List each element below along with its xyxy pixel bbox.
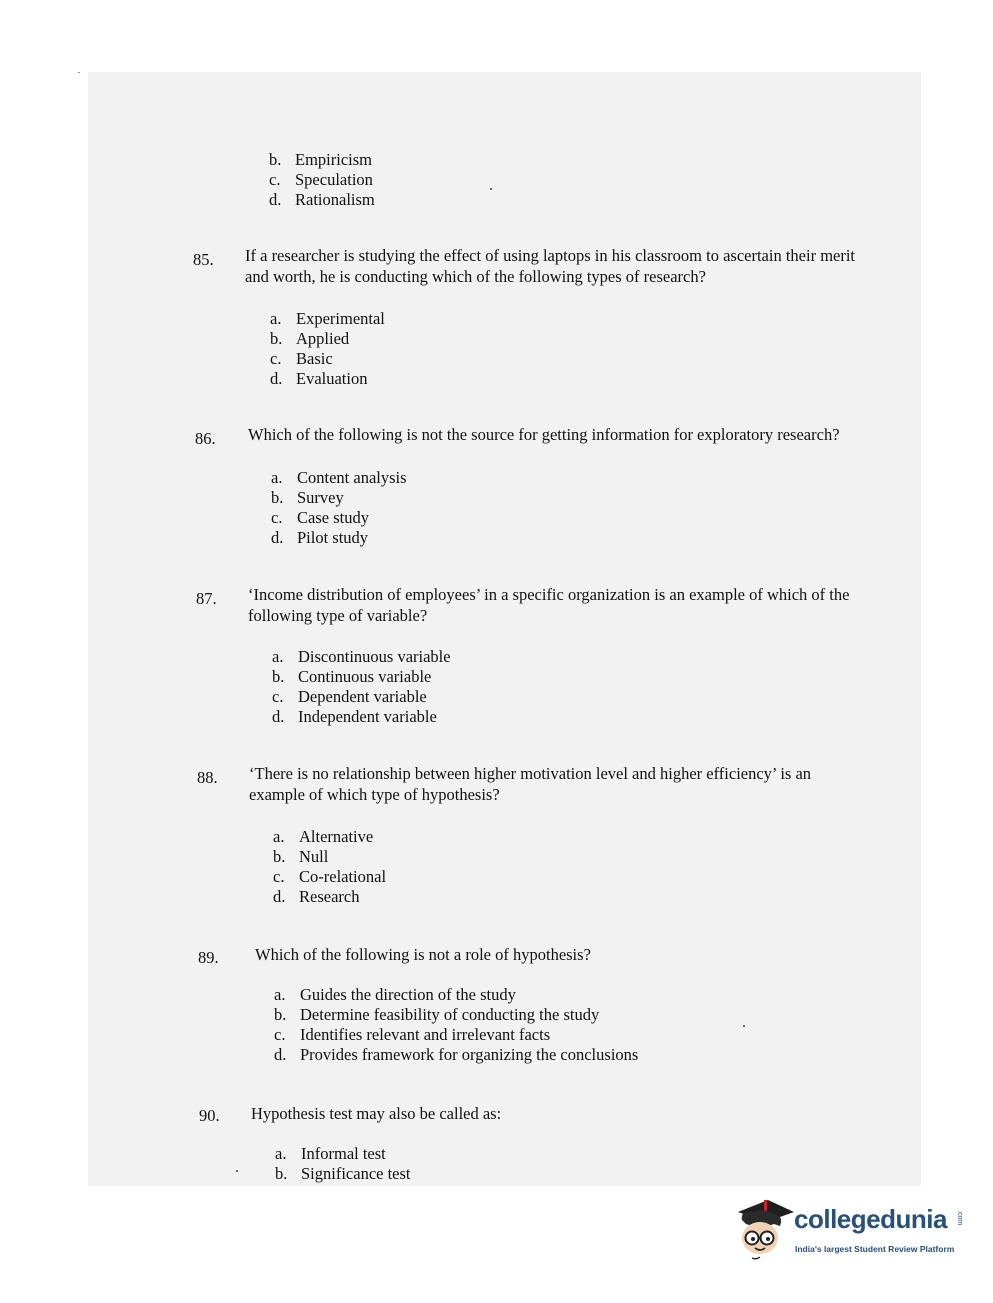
option-item [271,468,407,488]
option-item [273,827,386,847]
option-letter: b. [275,1164,288,1183]
question-number: 90. [199,1106,220,1125]
option-item [270,309,385,329]
option-item [273,867,386,887]
option-item [274,985,638,1005]
question-number: 85. [193,250,214,269]
option-letter: b. [271,488,284,507]
option-letter: c. [271,508,283,527]
option-letter: d. [271,528,284,547]
option-letter: a. [274,985,286,1004]
option-letter: a. [273,827,285,846]
option-letter: b. [274,1005,287,1024]
option-item [271,488,407,508]
question-options [272,647,451,727]
question-text: ‘There is no relationship between higher motivation level and higher efficiency’ is an example of which type of hypothesis? [249,764,812,804]
option-letter: c. [273,867,285,886]
prev-question-options [269,150,375,210]
scan-speck [78,72,80,73]
option-letter: c. [274,1025,286,1044]
option-item [274,1045,638,1065]
question-options [271,468,407,548]
option-text: Alternative [299,827,374,846]
option-letter: b. [272,667,285,686]
question-text: If a researcher is studying the effect of using laptops in his classroom to ascertain their merit and worth, he is conducting which of the following types of research? [245,246,856,286]
question-options [270,309,385,389]
option-letter: c. [269,170,281,189]
option-text: Discontinuous variable [298,647,451,666]
option-text: Significance test [301,1164,411,1183]
option-letter: b. [269,150,282,169]
question-number: 89. [198,948,219,967]
question-number: 86. [195,429,216,448]
option-text: Survey [297,488,344,507]
option-item [273,847,386,867]
brand-tagline: India's largest Student Review Platform [795,1244,955,1254]
option-item [274,1005,638,1025]
option-item [270,329,385,349]
page-content [88,72,921,1196]
option-item [272,667,451,687]
option-letter: b. [270,329,283,348]
option-letter: b. [273,847,286,866]
option-letter: c. [270,349,282,368]
option-item [274,1025,638,1045]
option-text: Rationalism [295,190,375,209]
brand-domain-suffix: .com [956,1210,963,1226]
option-text: Speculation [295,170,373,189]
option-letter: d. [274,1045,287,1064]
scanned-page [88,72,921,1196]
option-letter: a. [271,468,283,487]
collegedunia-logo[interactable] [734,1198,964,1266]
question-text: Which of the following is not the source for getting information for exploratory research? [248,425,840,444]
option-item [271,508,407,528]
scan-speck [490,188,492,190]
option-text: Content analysis [297,468,407,487]
question-number: 87. [196,589,217,608]
option-text: Applied [296,329,350,348]
option-letter: d. [269,190,282,209]
scan-speck [236,1170,238,1172]
option-letter: d. [273,887,286,906]
question-options [274,985,638,1065]
question-options [273,827,386,907]
option-item [271,528,407,548]
option-item [272,707,451,727]
option-text: Co-relational [299,867,387,886]
option-letter: a. [270,309,282,328]
option-text: Research [299,887,360,906]
option-item [270,349,385,369]
option-text: Identifies relevant and irrelevant facts [300,1025,551,1044]
option-text: Guides the direction of the study [300,985,516,1004]
option-text: Dependent variable [298,687,427,706]
option-letter: a. [272,647,284,666]
scan-speck [743,1025,745,1027]
question-text: ‘Income distribution of employees’ in a specific organization is an example of which of the following type of variable? [248,585,850,625]
page-cut [88,1186,921,1196]
option-item [273,887,386,907]
option-text: Independent variable [298,707,437,726]
option-text: Empiricism [295,150,372,169]
student-mascot-icon [734,1198,796,1260]
option-text: Evaluation [296,369,368,388]
question-text: Hypothesis test may also be called as: [251,1104,502,1123]
option-text: Null [299,847,329,866]
option-item [270,369,385,389]
option-letter: d. [272,707,285,726]
option-letter: c. [272,687,284,706]
question-number: 88. [197,768,218,787]
option-text: Experimental [296,309,385,328]
option-letter: a. [275,1144,287,1163]
option-item [272,687,451,707]
option-item [269,150,375,170]
option-text: Continuous variable [298,667,432,686]
brand-name: collegedunia [794,1204,947,1234]
option-item [269,190,375,210]
option-item [269,170,375,190]
option-text: Basic [296,349,333,368]
option-text: Provides framework for organizing the conclusions [300,1045,639,1064]
option-item [272,647,451,667]
option-text: Case study [297,508,369,527]
question-text: Which of the following is not a role of hypothesis? [255,945,591,964]
option-item [275,1164,411,1184]
option-text: Determine feasibility of conducting the study [300,1005,600,1024]
option-letter: d. [270,369,283,388]
option-item [275,1144,411,1164]
option-text: Informal test [301,1144,386,1163]
option-text: Pilot study [297,528,369,547]
